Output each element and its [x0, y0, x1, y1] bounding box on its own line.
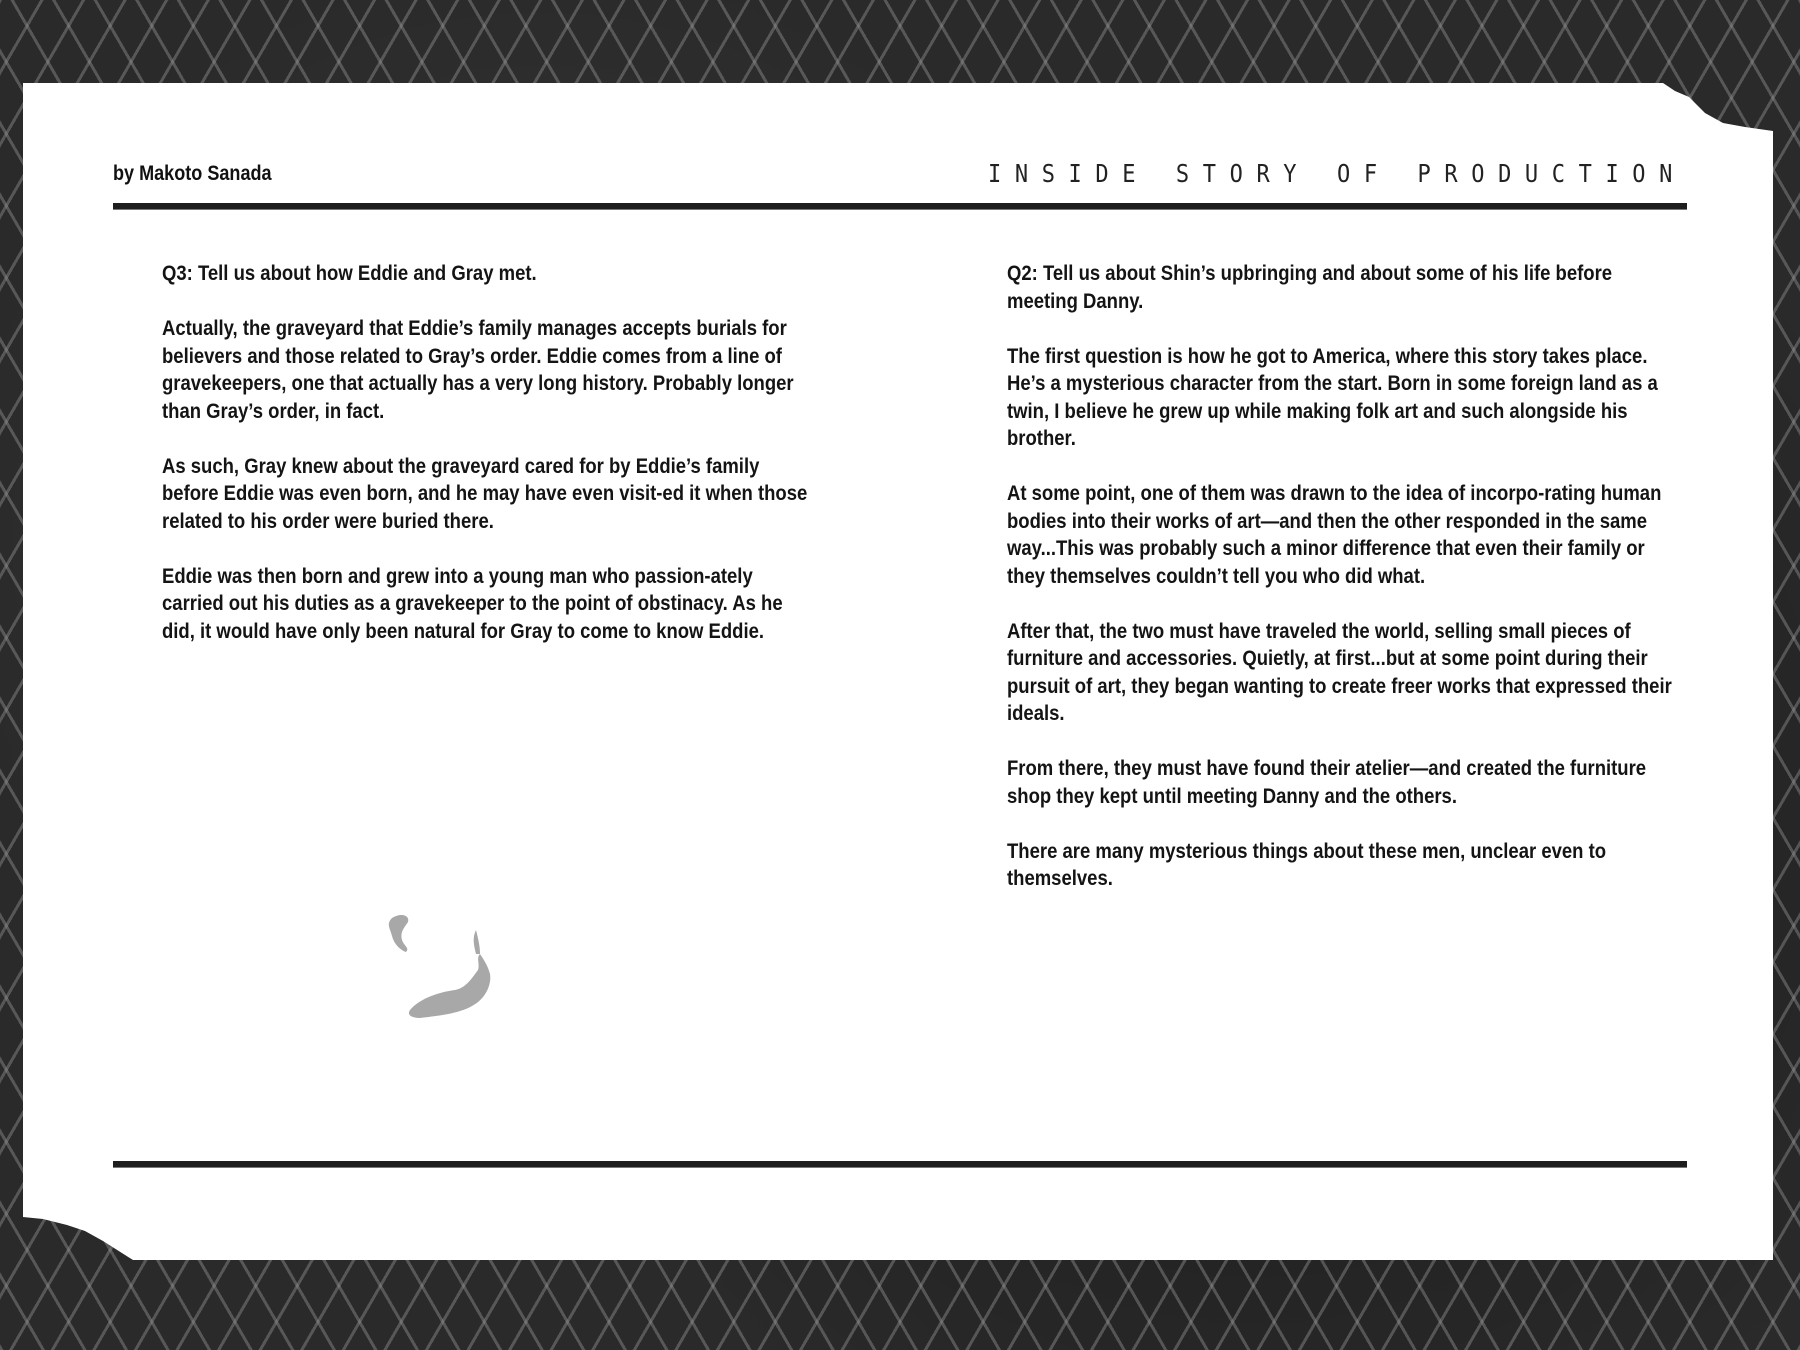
left-column — [162, 260, 812, 673]
answer-paragraph: At some point, one of them was drawn to the idea of incorpo-rating human bodies into their works of art—and then the other responded in the same way...This was probably such a minor difference that even their family or they themselves couldn’t tell you who did what. — [1007, 481, 1662, 588]
author-credit: by Makoto Sanada — [113, 162, 272, 185]
section-title: INSIDE STORY OF PRODUCTION — [988, 160, 1686, 189]
question-heading: Q3: Tell us about how Eddie and Gray met. — [162, 261, 537, 285]
bottom-divider — [113, 1161, 1687, 1167]
answer-paragraph: Actually, the graveyard that Eddie’s family manages accepts burials for believers and those related to Gray’s order. Eddie comes from a line of gravekeepers, one that actually has a very long history. Probably longer than Gray’s order, in fact. — [162, 316, 794, 423]
right-column — [1007, 260, 1676, 920]
top-divider — [113, 203, 1687, 209]
answer-paragraph: As such, Gray knew about the graveyard cared for by Eddie’s family before Eddie was even born, and he may have even visit-ed it when those related to his order were buried there. — [162, 453, 808, 533]
answer-paragraph: The first question is how he got to America, where this story takes place. He’s a mysterious character from the start. Born in some foreign land as a twin, I believe he grew up while making folk art and such alongside his brother. — [1007, 343, 1658, 450]
question-heading: Q2: Tell us about Shin’s upbringing and about some of his life before meeting Danny. — [1007, 261, 1613, 313]
feather-icon — [380, 910, 500, 1030]
answer-paragraph: From there, they must have found their atelier—and created the furniture shop they kept until meeting Danny and the others. — [1007, 756, 1647, 808]
answer-paragraph: Eddie was then born and grew into a young man who passion-ately carried out his duties as a gravekeeper to the point of obstinacy. As he did, it would have only been natural for Gray to come to know Eddie. — [162, 563, 783, 643]
answer-paragraph: After that, the two must have traveled the world, selling small pieces of furniture and accessories. Quietly, at first...but at some point during their pursuit of art, they began wanting to create freer works that expressed their ideals. — [1007, 618, 1672, 725]
answer-paragraph: There are many mysterious things about these men, unclear even to themselves. — [1007, 838, 1607, 890]
